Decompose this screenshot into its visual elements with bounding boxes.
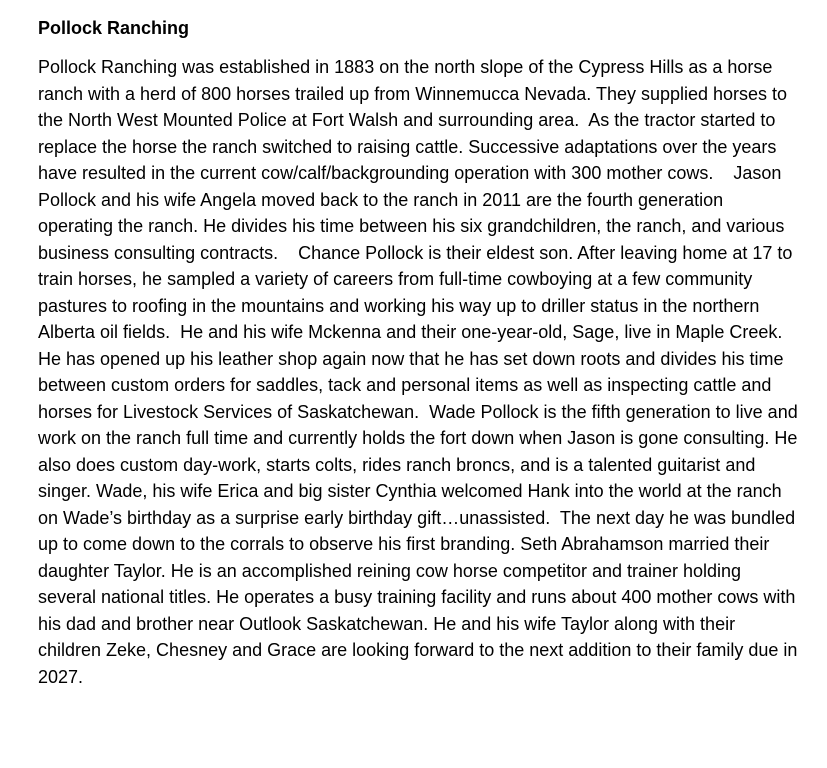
document-body: Pollock Ranching was established in 1883 on the north slope of the Cypress Hills as a horse ranch with a herd of 800 horses trailed up from Winnemucca Nevada. They supplied horses to the North West Mounted Police at Fort Walsh and surrounding area. As the tractor started to replace the horse the ranch switched to raising cattle. Successive adaptations over the years have resulted in the current cow/calf/backgrounding operation with 300 mother cows. Jason Pollock and his wife Angela moved back to the ranch in 2011 are the fourth generation operating the ranch. He divides his time between his six grandchildren, the ranch, and various business consulting contracts. Chance Pollock is their eldest son. After leaving home at 17 to train horses, he sampled a variety of careers from full-time cowboying at a few community pastures to roofing in the mountains and working his way up to driller status in the northern Alberta oil fields. He and his wife Mckenna and their one-year-old, Sage, live in Maple Creek. He has opened up his leather shop again now that he has set down roots and divides his time between custom orders for saddles, tack and personal items as well as inspecting cattle and horses for Livestock Services of Saskatchewan. Wade Pollock is the fifth generation to live and work on the ranch full time and currently holds the fort down when Jason is gone consulting. He also does custom day-work, starts colts, rides ranch broncs, and is a talented guitarist and singer. Wade, his wife Erica and big sister Cynthia welcomed Hank into the world at the ranch on Wade’s birthday as a surprise early birthday gift…unassisted. The next day he was bundled up to come down to the corrals to observe his first branding. Seth Abrahamson married their daughter Taylor. He is an accomplished reining cow horse competitor and trainer holding several national titles. He operates a busy training facility and runs about 400 mother cows with his dad and brother near Outlook Saskatchewan. He and his wife Taylor along with their children Zeke, Chesney and Grace are looking forward to the next addition to their family due in 2027.: [38, 57, 803, 687]
document-title: Pollock Ranching: [38, 18, 190, 38]
document: [38, 14, 803, 690]
